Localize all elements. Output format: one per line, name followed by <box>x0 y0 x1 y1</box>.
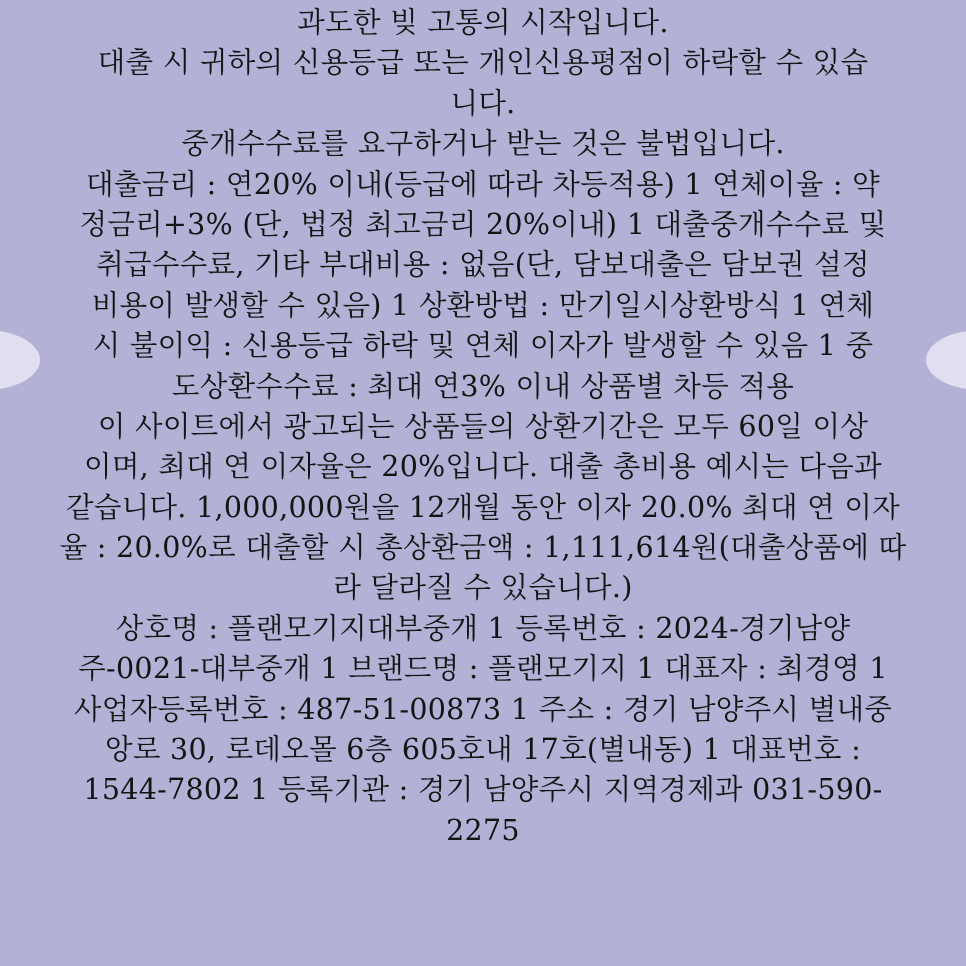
notice-line: 라 달라질 수 있습니다.) <box>333 571 633 605</box>
notice-line: 정금리+3% (단, 법정 최고금리 20%이내) 1 대출중개수수료 및 <box>79 207 887 241</box>
notice-line: 도상환수수료 : 최대 연3% 이내 상품별 차등 적용 <box>171 369 795 403</box>
notice-line: 대출금리 : 연20% 이내(등급에 따라 차등적용) 1 연체이율 : 약 <box>85 167 880 201</box>
notice-line: 비용이 발생할 수 있음) 1 상환방법 : 만기일시상환방식 1 연체 <box>91 288 875 322</box>
notice-line: 1544-7802 1 등록기관 : 경기 남양주시 지역경제과 031-590- <box>83 773 883 807</box>
notice-line: 이며, 최대 연 이자율은 20%입니다. 대출 총비용 예시는 다음과 <box>84 450 882 484</box>
loan-notice-text <box>14 3 952 851</box>
notice-line: 과도한 빚 고통의 시작입니다. <box>297 6 669 39</box>
notice-line: 2275 <box>446 813 520 847</box>
notice-line: 니다. <box>450 86 516 120</box>
notice-line: 시 불이익 : 신용등급 하락 및 연체 이자가 발생할 수 있음 1 중 <box>92 329 874 363</box>
notice-line: 같습니다. 1,000,000원을 12개월 동안 이자 20.0% 최대 연 이자 <box>65 490 900 524</box>
notice-line: 사업자등록번호 : 487-51-00873 1 주소 : 경기 남양주시 별내중 <box>73 692 893 726</box>
notice-line: 이 사이트에서 광고되는 상품들의 상환기간은 모두 60일 이상 <box>97 409 869 443</box>
notice-line: 중개수수료를 요구하거나 받는 것은 불법입니다. <box>181 127 785 161</box>
notice-line: 대출 시 귀하의 신용등급 또는 개인신용평점이 하락할 수 있습 <box>97 46 869 80</box>
notice-line: 상호명 : 플랜모기지대부중개 1 등록번호 : 2024-경기남양 <box>115 611 851 645</box>
notice-line: 주-0021-대부중개 1 브랜드명 : 플랜모기지 1 대표자 : 최경영 1 <box>78 652 888 686</box>
notice-line: 율 : 20.0%로 대출할 시 총상환금액 : 1,111,614원(대출상품에 따 <box>59 531 907 565</box>
notice-line: 앙로 30, 로데오몰 6층 605호내 17호(별내동) 1 대표번호 : <box>105 733 861 767</box>
notice-line: 취급수수료, 기타 부대비용 : 없음(단, 담보대출은 담보권 설정 <box>96 248 870 282</box>
